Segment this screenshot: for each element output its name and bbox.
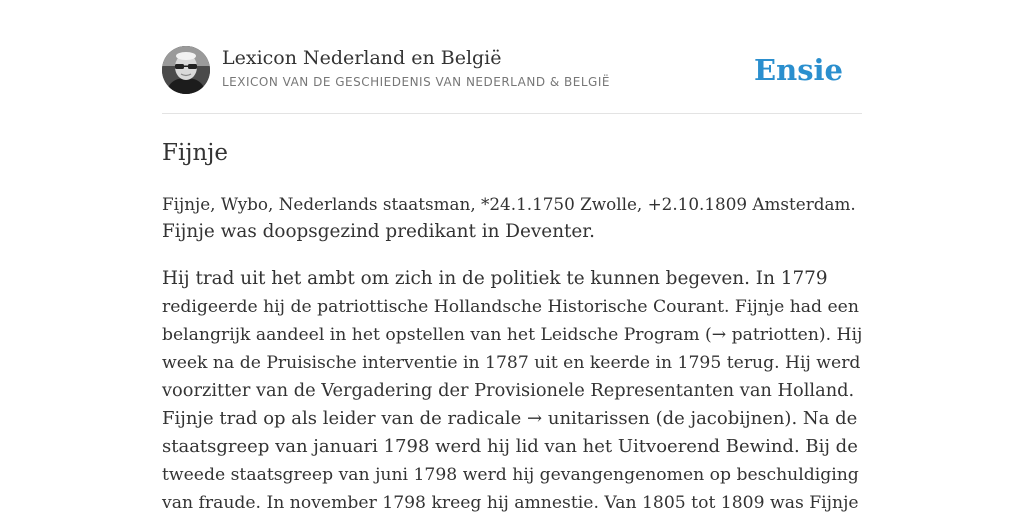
publication-title[interactable]: Lexicon Nederland en België — [222, 47, 502, 69]
paragraph-line: belangrijk aandeel in het opstellen van het Leidsche Program (→ patriotten). Hij — [162, 325, 863, 345]
paragraph-line: redigeerde hij de patriottische Hollandsche Historische Courant. Fijnje had een — [162, 297, 859, 317]
author-portrait-icon[interactable] — [162, 46, 210, 94]
article-paragraph — [162, 190, 862, 246]
paragraph-line: staatsgreep van januari 1798 werd hij lid van het Uitvoerend Bewind. Bij de — [162, 436, 858, 457]
paragraph-line: Fijnje was doopsgezind predikant in Deventer. — [162, 221, 595, 242]
ensie-logo-link[interactable]: Ensie — [754, 53, 843, 87]
article-body — [162, 190, 862, 512]
paragraph-line: voorzitter van de Vergadering der Provisionele Representanten van Holland. — [162, 380, 855, 401]
paragraph-line: tweede staatsgreep van juni 1798 werd hij gevangengenomen op beschuldiging — [162, 465, 859, 485]
paragraph-line: Fijnje trad op als leider van de radicale → unitarissen (de jacobijnen). Na de — [162, 408, 858, 429]
article-paragraph — [162, 265, 862, 512]
article-title: Fijnje — [162, 140, 229, 166]
paragraph-line: Hij trad uit het ambt om zich in de politiek te kunnen begeven. In 1779 — [162, 268, 828, 289]
avatar-image — [162, 46, 210, 94]
paragraph-line: van fraude. In november 1798 kreeg hij amnestie. Van 1805 tot 1809 was Fijnje — [162, 493, 859, 512]
publication-subtitle: LEXICON VAN DE GESCHIEDENIS VAN NEDERLAND & BELGIË — [222, 75, 610, 89]
publication-header — [162, 46, 862, 114]
paragraph-line: Fijnje, Wybo, Nederlands staatsman, *24.1.1750 Zwolle, +2.10.1809 Amsterdam. — [162, 194, 856, 214]
paragraph-line: week na de Pruisische interventie in 1787 uit en keerde in 1795 terug. Hij werd — [162, 353, 861, 373]
